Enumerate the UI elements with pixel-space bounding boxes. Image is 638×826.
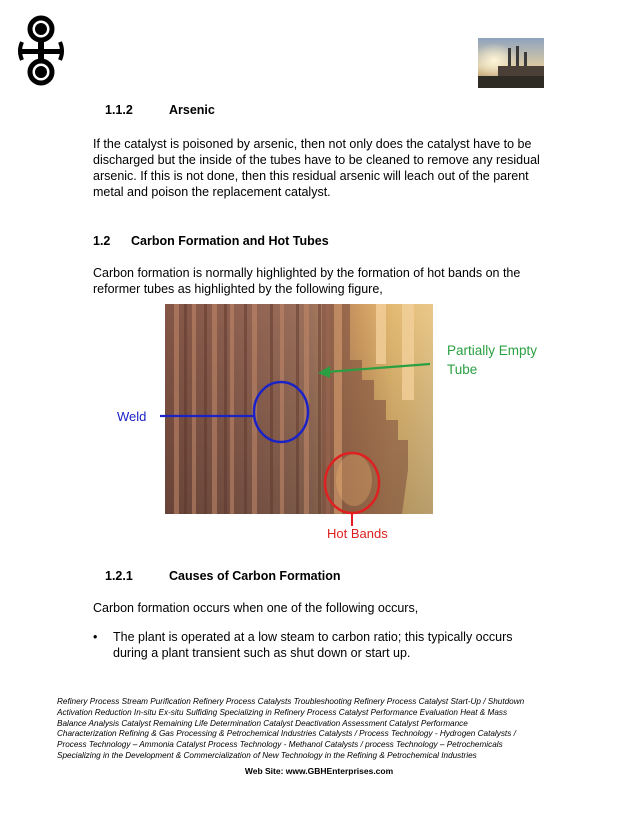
reformer-tube-figure: [112, 300, 562, 548]
section-heading-1-2: [93, 234, 329, 248]
text-line: Carbon formation occurs when one of the following occurs,: [93, 601, 419, 615]
footer-services: [57, 697, 557, 762]
section-heading-1-1-2: [105, 103, 215, 117]
section-heading-1-2-1: [105, 569, 341, 583]
section-title: Causes of Carbon Formation: [169, 569, 341, 583]
footer-line: Process Technology – Ammonia Catalyst Process Technology - Methanol Catalysts / process Technology – Petrochemicals: [57, 740, 503, 750]
text-line: The plant is operated at a low steam to carbon ratio; this typically occurs: [113, 630, 513, 644]
footer-line: Specializing in the Development & Commercialization of New Technology in the Refining & Petrochemical Industries: [57, 750, 477, 760]
gbh-logo-icon: [18, 14, 64, 88]
section-number: 1.2.1: [105, 569, 133, 583]
footer-line: Refinery Process Stream Purification Refinery Process Catalysts Troubleshooting Refinery Process Catalyst Start-Up / Shutdown: [57, 697, 525, 706]
text-line: Carbon formation is normally highlighted by the formation of hot bands on the: [93, 266, 521, 280]
text-line: reformer tubes as highlighted by the following figure,: [93, 282, 383, 296]
text-line: arsenic. If this is not done, then this residual arsenic will leach out of the parent: [93, 169, 529, 183]
text-line: discharged but the inside of the tubes have to be cleaned to remove any residual: [93, 153, 540, 167]
empty-tube-label-line1: Partially Empty: [447, 343, 538, 358]
hot-bands-label: Hot Bands: [327, 526, 388, 541]
section-number: 1.2: [93, 234, 111, 248]
bullet-text: [113, 629, 533, 661]
footer-line: Activation Reduction In-situ Ex-situ Sulfiding Specializing in Refinery Process Catalyst Performance Evaluation Heat & Mass: [57, 707, 508, 717]
section-title: Carbon Formation and Hot Tubes: [131, 234, 329, 248]
text-line: during a plant transient such as shut down or start up.: [113, 646, 411, 660]
paragraph-causes: [93, 600, 543, 616]
bullet-icon: •: [93, 630, 98, 644]
text-line: metal and poison the replacement catalyst.: [93, 185, 331, 199]
paragraph-arsenic: [93, 136, 543, 200]
furnace-photo: [165, 304, 433, 514]
paragraph-carbon-formation: [93, 265, 543, 297]
section-title: Arsenic: [169, 103, 215, 117]
section-number: 1.1.2: [105, 103, 133, 117]
empty-tube-label-line2: Tube: [447, 362, 478, 377]
footer-line: Balance Analysis Catalyst Remaining Life Determination Catalyst Deactivation Assessment Catalyst Performance: [57, 718, 468, 728]
footer-line: Characterization Refining & Gas Processing & Petrochemical Industries Catalysts / Process Technology - Hydrogen Catalysts /: [57, 729, 516, 739]
text-line: If the catalyst is poisoned by arsenic, then not only does the catalyst have to be: [93, 137, 532, 151]
footer-website: Web Site: www.GBHEnterprises.com: [244, 766, 394, 776]
weld-label: Weld: [117, 409, 147, 424]
refinery-photo: [478, 38, 544, 88]
